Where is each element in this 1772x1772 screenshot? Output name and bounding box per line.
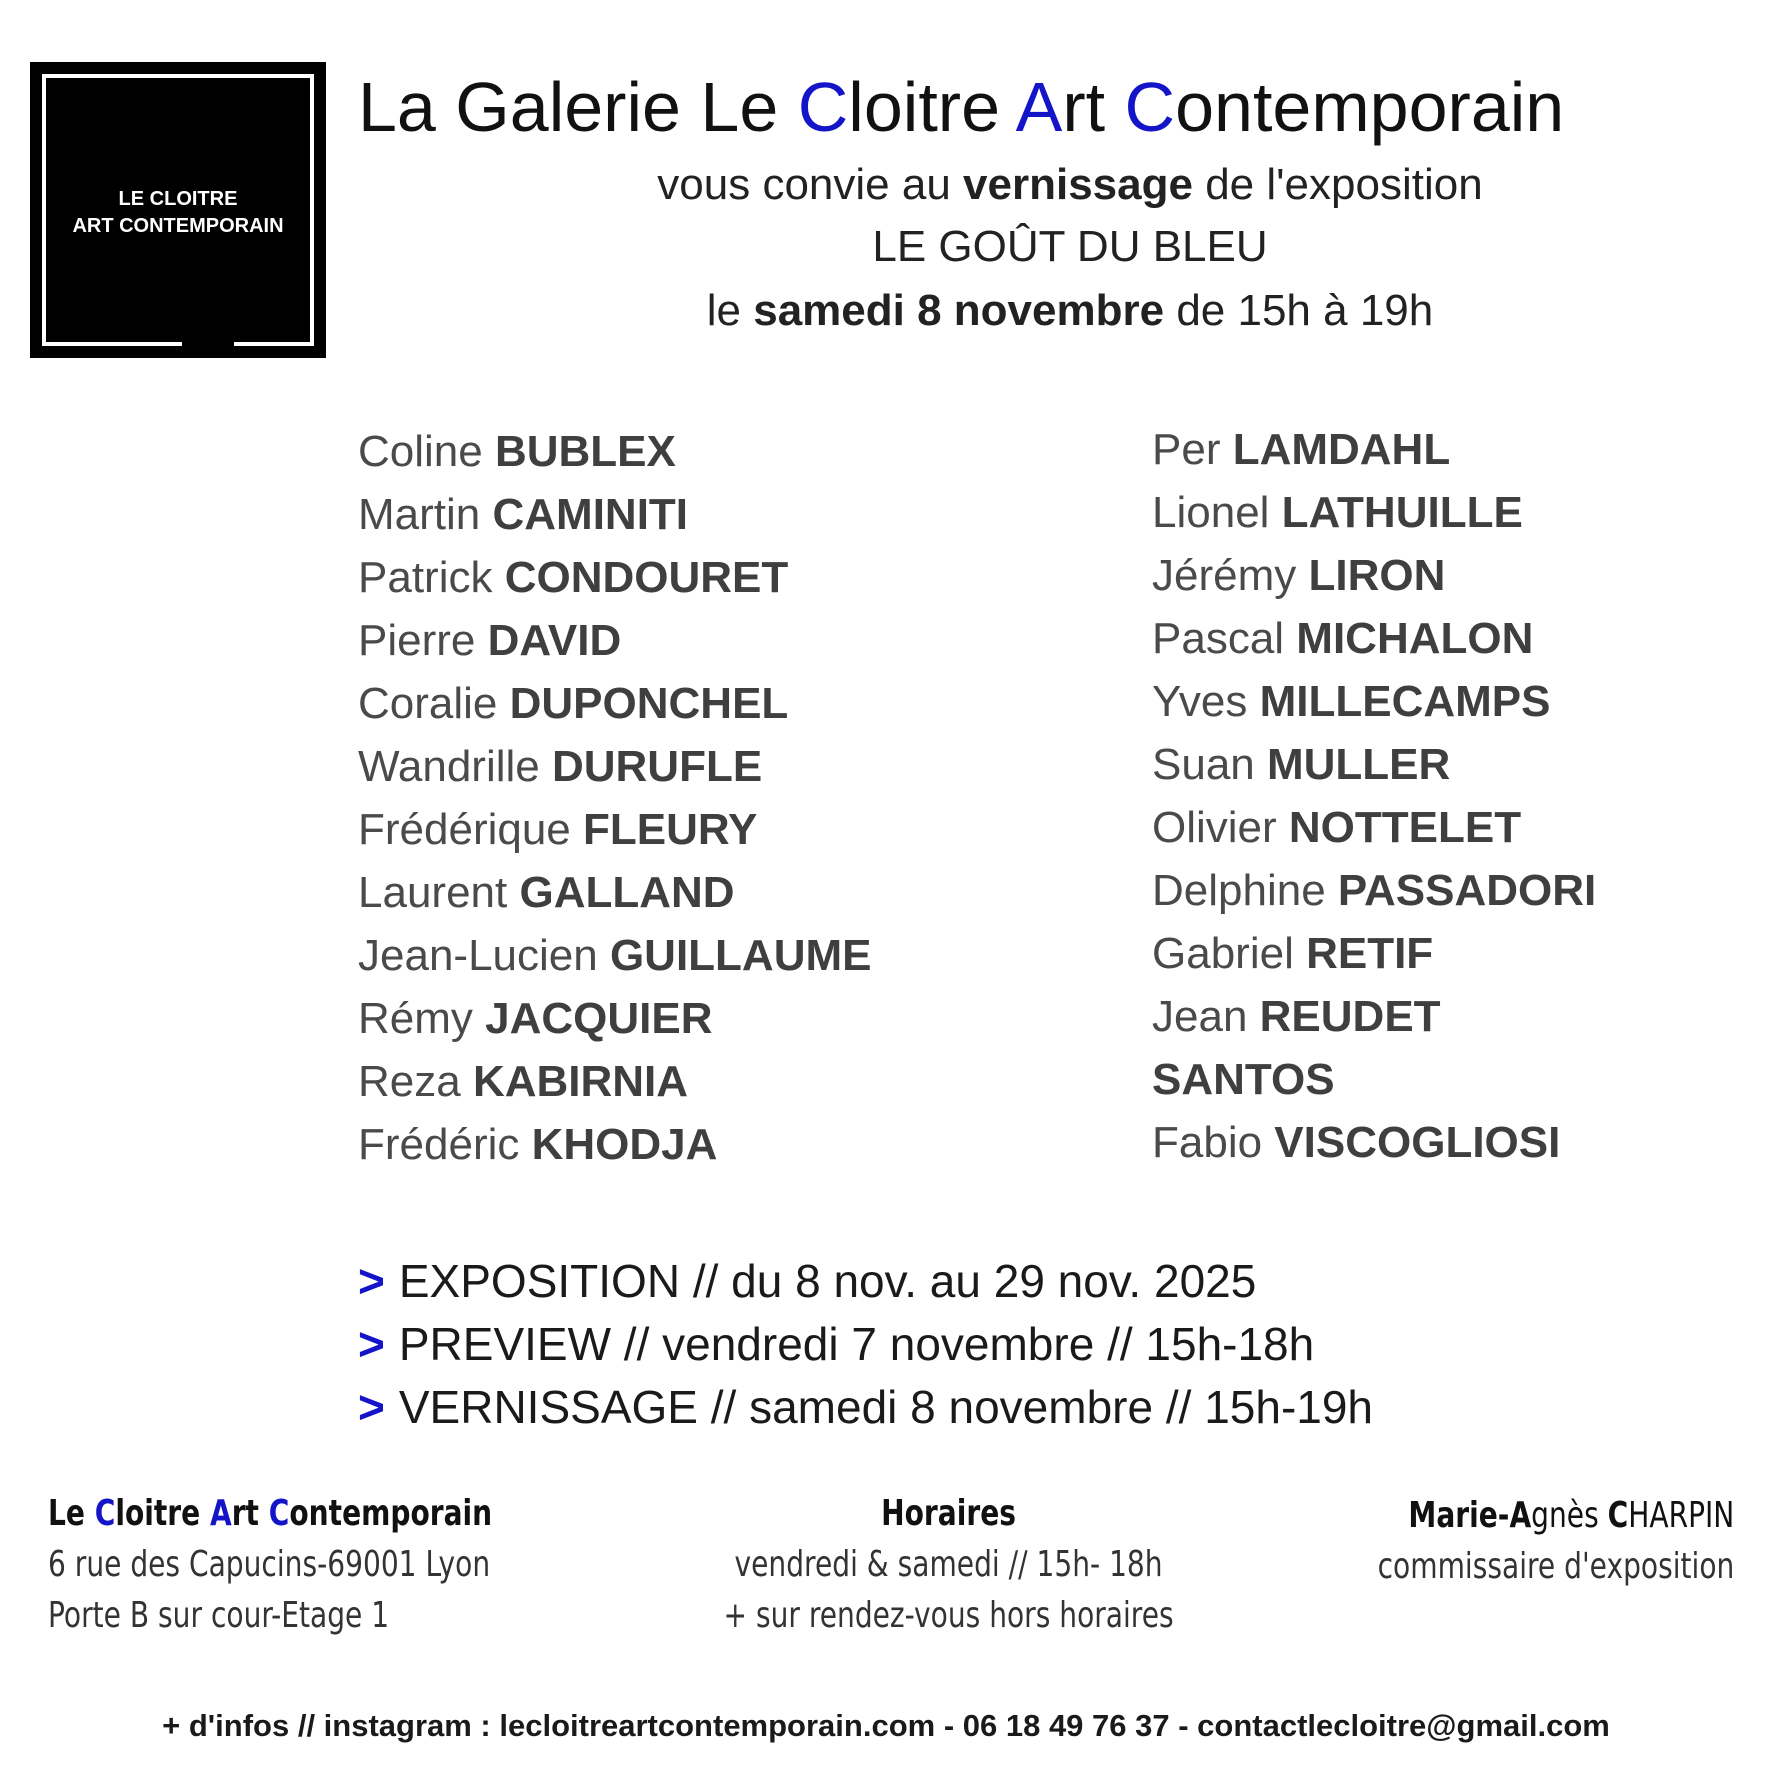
contact-line: + d'infos // instagram : lecloitreartcontemporain.com - 06 18 49 76 37 - contactlecloitre@gmail.com bbox=[162, 1708, 1610, 1743]
artist-name bbox=[358, 1113, 871, 1176]
artist-last-name: KABIRNIA bbox=[472, 1057, 689, 1106]
artist-name bbox=[1152, 670, 1596, 733]
name-part: loitre bbox=[115, 1493, 210, 1534]
date-pre: le bbox=[706, 286, 754, 335]
curator-name-part: HARPIN bbox=[1627, 1495, 1734, 1536]
artist-name bbox=[358, 420, 871, 483]
artist-first-name: Gabriel bbox=[1152, 929, 1307, 978]
address-line-2: Porte B sur cour-Etage 1 bbox=[48, 1595, 390, 1636]
artist-first-name: Delphine bbox=[1152, 866, 1338, 915]
curator-name-part: gnès bbox=[1530, 1495, 1608, 1536]
invite-post: de l'exposition bbox=[1192, 160, 1483, 209]
artist-last-name: KHODJA bbox=[531, 1120, 718, 1169]
artist-last-name: FLEURY bbox=[583, 805, 758, 854]
artist-first-name: Yves bbox=[1152, 677, 1260, 726]
invite-pre: vous convie au bbox=[657, 160, 964, 209]
artist-name bbox=[358, 483, 871, 546]
artist-last-name: DUPONCHEL bbox=[509, 679, 789, 728]
logo-frame-base-left bbox=[42, 342, 182, 346]
artist-name bbox=[358, 546, 871, 609]
curator-name-part: C bbox=[1607, 1495, 1628, 1536]
artist-first-name: Frédérique bbox=[358, 805, 584, 854]
name-part: Le bbox=[48, 1493, 95, 1534]
hours-line-2: + sur rendez-vous hors horaires bbox=[723, 1595, 1174, 1636]
artist-first-name: Frédéric bbox=[358, 1120, 532, 1169]
arrow-icon: > bbox=[358, 1381, 385, 1433]
artist-last-name: GUILLAUME bbox=[609, 931, 872, 980]
curator-inner bbox=[1377, 1490, 1734, 1592]
curator-name bbox=[1377, 1490, 1734, 1541]
artist-first-name: Coralie bbox=[358, 679, 510, 728]
logo-line-2: ART CONTEMPORAIN bbox=[72, 215, 284, 237]
name-part: rt bbox=[231, 1493, 269, 1534]
name-accent-letter: C bbox=[94, 1493, 116, 1534]
artist-last-name: REUDET bbox=[1259, 992, 1441, 1041]
artist-last-name: LATHUILLE bbox=[1281, 488, 1523, 537]
artist-first-name: Lionel bbox=[1152, 488, 1282, 537]
date-post: de 15h à 19h bbox=[1164, 286, 1434, 335]
artist-name bbox=[1152, 796, 1596, 859]
schedule bbox=[358, 1250, 1373, 1439]
title-accent-letter: C bbox=[797, 68, 849, 146]
schedule-text: VERNISSAGE // samedi 8 novembre // 15h-19h bbox=[398, 1381, 1374, 1433]
curator-block bbox=[1277, 1490, 1734, 1592]
arrow-icon: > bbox=[358, 1255, 385, 1307]
artist-first-name: Jean-Lucien bbox=[358, 931, 610, 980]
artist-last-name: RETIF bbox=[1306, 929, 1434, 978]
artist-name bbox=[1152, 418, 1596, 481]
title-part: ontemporain bbox=[1175, 68, 1565, 146]
title-part: La Galerie Le bbox=[358, 68, 798, 146]
address-block bbox=[48, 1488, 492, 1641]
artist-first-name: Fabio bbox=[1152, 1118, 1275, 1167]
artist-last-name: CAMINITI bbox=[492, 490, 689, 539]
artist-last-name: CONDOURET bbox=[504, 553, 789, 602]
artist-first-name: Jérémy bbox=[1152, 551, 1309, 600]
hours-inner bbox=[723, 1488, 1173, 1641]
artist-name bbox=[358, 672, 871, 735]
curator-role: commissaire d'exposition bbox=[1377, 1546, 1734, 1587]
artist-first-name: Patrick bbox=[358, 553, 505, 602]
artist-last-name: NOTTELET bbox=[1288, 803, 1522, 852]
artist-first-name: Pascal bbox=[1152, 614, 1297, 663]
curator-name-part: Marie-A bbox=[1408, 1495, 1531, 1536]
schedule-exposition bbox=[358, 1250, 1373, 1313]
artist-last-name: LAMDAHL bbox=[1232, 425, 1451, 474]
artist-name bbox=[1152, 544, 1596, 607]
schedule-text: EXPOSITION // du 8 nov. au 29 nov. 2025 bbox=[398, 1255, 1257, 1307]
artist-last-name: BUBLEX bbox=[494, 427, 676, 476]
artist-first-name: Reza bbox=[358, 1057, 473, 1106]
artists-list-left bbox=[358, 420, 871, 1176]
artist-name bbox=[1152, 607, 1596, 670]
artist-first-name: Wandrille bbox=[358, 742, 552, 791]
artist-first-name: Laurent bbox=[358, 868, 520, 917]
artist-name bbox=[358, 924, 871, 987]
logo-frame-base-right bbox=[234, 342, 314, 346]
artist-name bbox=[358, 609, 871, 672]
invite-bold: vernissage bbox=[963, 160, 1193, 209]
name-part: ontemporain bbox=[289, 1493, 493, 1534]
artist-last-name: GALLAND bbox=[519, 868, 735, 917]
artist-name bbox=[1152, 922, 1596, 985]
name-accent-letter: C bbox=[268, 1493, 290, 1534]
hours-block bbox=[660, 1488, 1220, 1641]
logo-text bbox=[30, 186, 326, 240]
schedule-text: PREVIEW // vendredi 7 novembre // 15h-18h bbox=[398, 1318, 1315, 1370]
artist-name bbox=[1152, 859, 1596, 922]
artist-last-name: JACQUIER bbox=[485, 994, 713, 1043]
artist-name bbox=[1152, 1048, 1596, 1111]
gallery-logo bbox=[30, 62, 326, 358]
artist-name bbox=[358, 861, 871, 924]
title-accent-letter: C bbox=[1124, 68, 1176, 146]
address-line-1: 6 rue des Capucins-69001 Lyon bbox=[48, 1544, 491, 1585]
artist-last-name: MILLECAMPS bbox=[1259, 677, 1551, 726]
artist-last-name: DURUFLE bbox=[551, 742, 763, 791]
artist-first-name: Olivier bbox=[1152, 803, 1289, 852]
artists-list-right bbox=[1152, 418, 1596, 1174]
address-gallery-name bbox=[48, 1488, 492, 1539]
artist-name bbox=[358, 1050, 871, 1113]
artist-last-name: LIRON bbox=[1308, 551, 1446, 600]
artist-first-name: Per bbox=[1152, 425, 1233, 474]
artist-name bbox=[1152, 481, 1596, 544]
title-part: loitre bbox=[848, 68, 1016, 146]
date-line bbox=[470, 284, 1670, 338]
title-part: rt bbox=[1062, 68, 1125, 146]
artist-first-name: Coline bbox=[358, 427, 495, 476]
artist-last-name: PASSADORI bbox=[1337, 866, 1597, 915]
gallery-title bbox=[358, 64, 1564, 150]
date-bold: samedi 8 novembre bbox=[753, 286, 1165, 335]
schedule-preview bbox=[358, 1313, 1373, 1376]
artist-name bbox=[1152, 985, 1596, 1048]
logo-line-1: LE CLOITRE bbox=[118, 188, 238, 210]
artist-last-name: VISCOGLIOSI bbox=[1274, 1118, 1561, 1167]
invite-line bbox=[470, 158, 1670, 212]
artist-first-name: Jean bbox=[1152, 992, 1260, 1041]
name-accent-letter: A bbox=[209, 1493, 232, 1534]
artist-last-name: DAVID bbox=[487, 616, 622, 665]
title-accent-letter: A bbox=[1015, 68, 1063, 146]
artist-first-name: Rémy bbox=[358, 994, 486, 1043]
artist-first-name: Martin bbox=[358, 490, 493, 539]
artist-name bbox=[358, 987, 871, 1050]
artist-name bbox=[1152, 733, 1596, 796]
hours-title: Horaires bbox=[881, 1493, 1016, 1534]
artist-first-name: Pierre bbox=[358, 616, 488, 665]
exhibition-name: LE GOÛT DU BLEU bbox=[872, 222, 1268, 271]
artist-last-name: MICHALON bbox=[1296, 614, 1534, 663]
schedule-vernissage bbox=[358, 1376, 1373, 1439]
arrow-icon: > bbox=[358, 1318, 385, 1370]
artist-last-name: MULLER bbox=[1266, 740, 1451, 789]
artist-name bbox=[1152, 1111, 1596, 1174]
artist-name bbox=[358, 735, 871, 798]
artist-first-name: Suan bbox=[1152, 740, 1267, 789]
artist-last-name: SANTOS bbox=[1152, 1055, 1335, 1104]
hours-line-1: vendredi & samedi // 15h- 18h bbox=[734, 1544, 1163, 1585]
artist-name bbox=[358, 798, 871, 861]
